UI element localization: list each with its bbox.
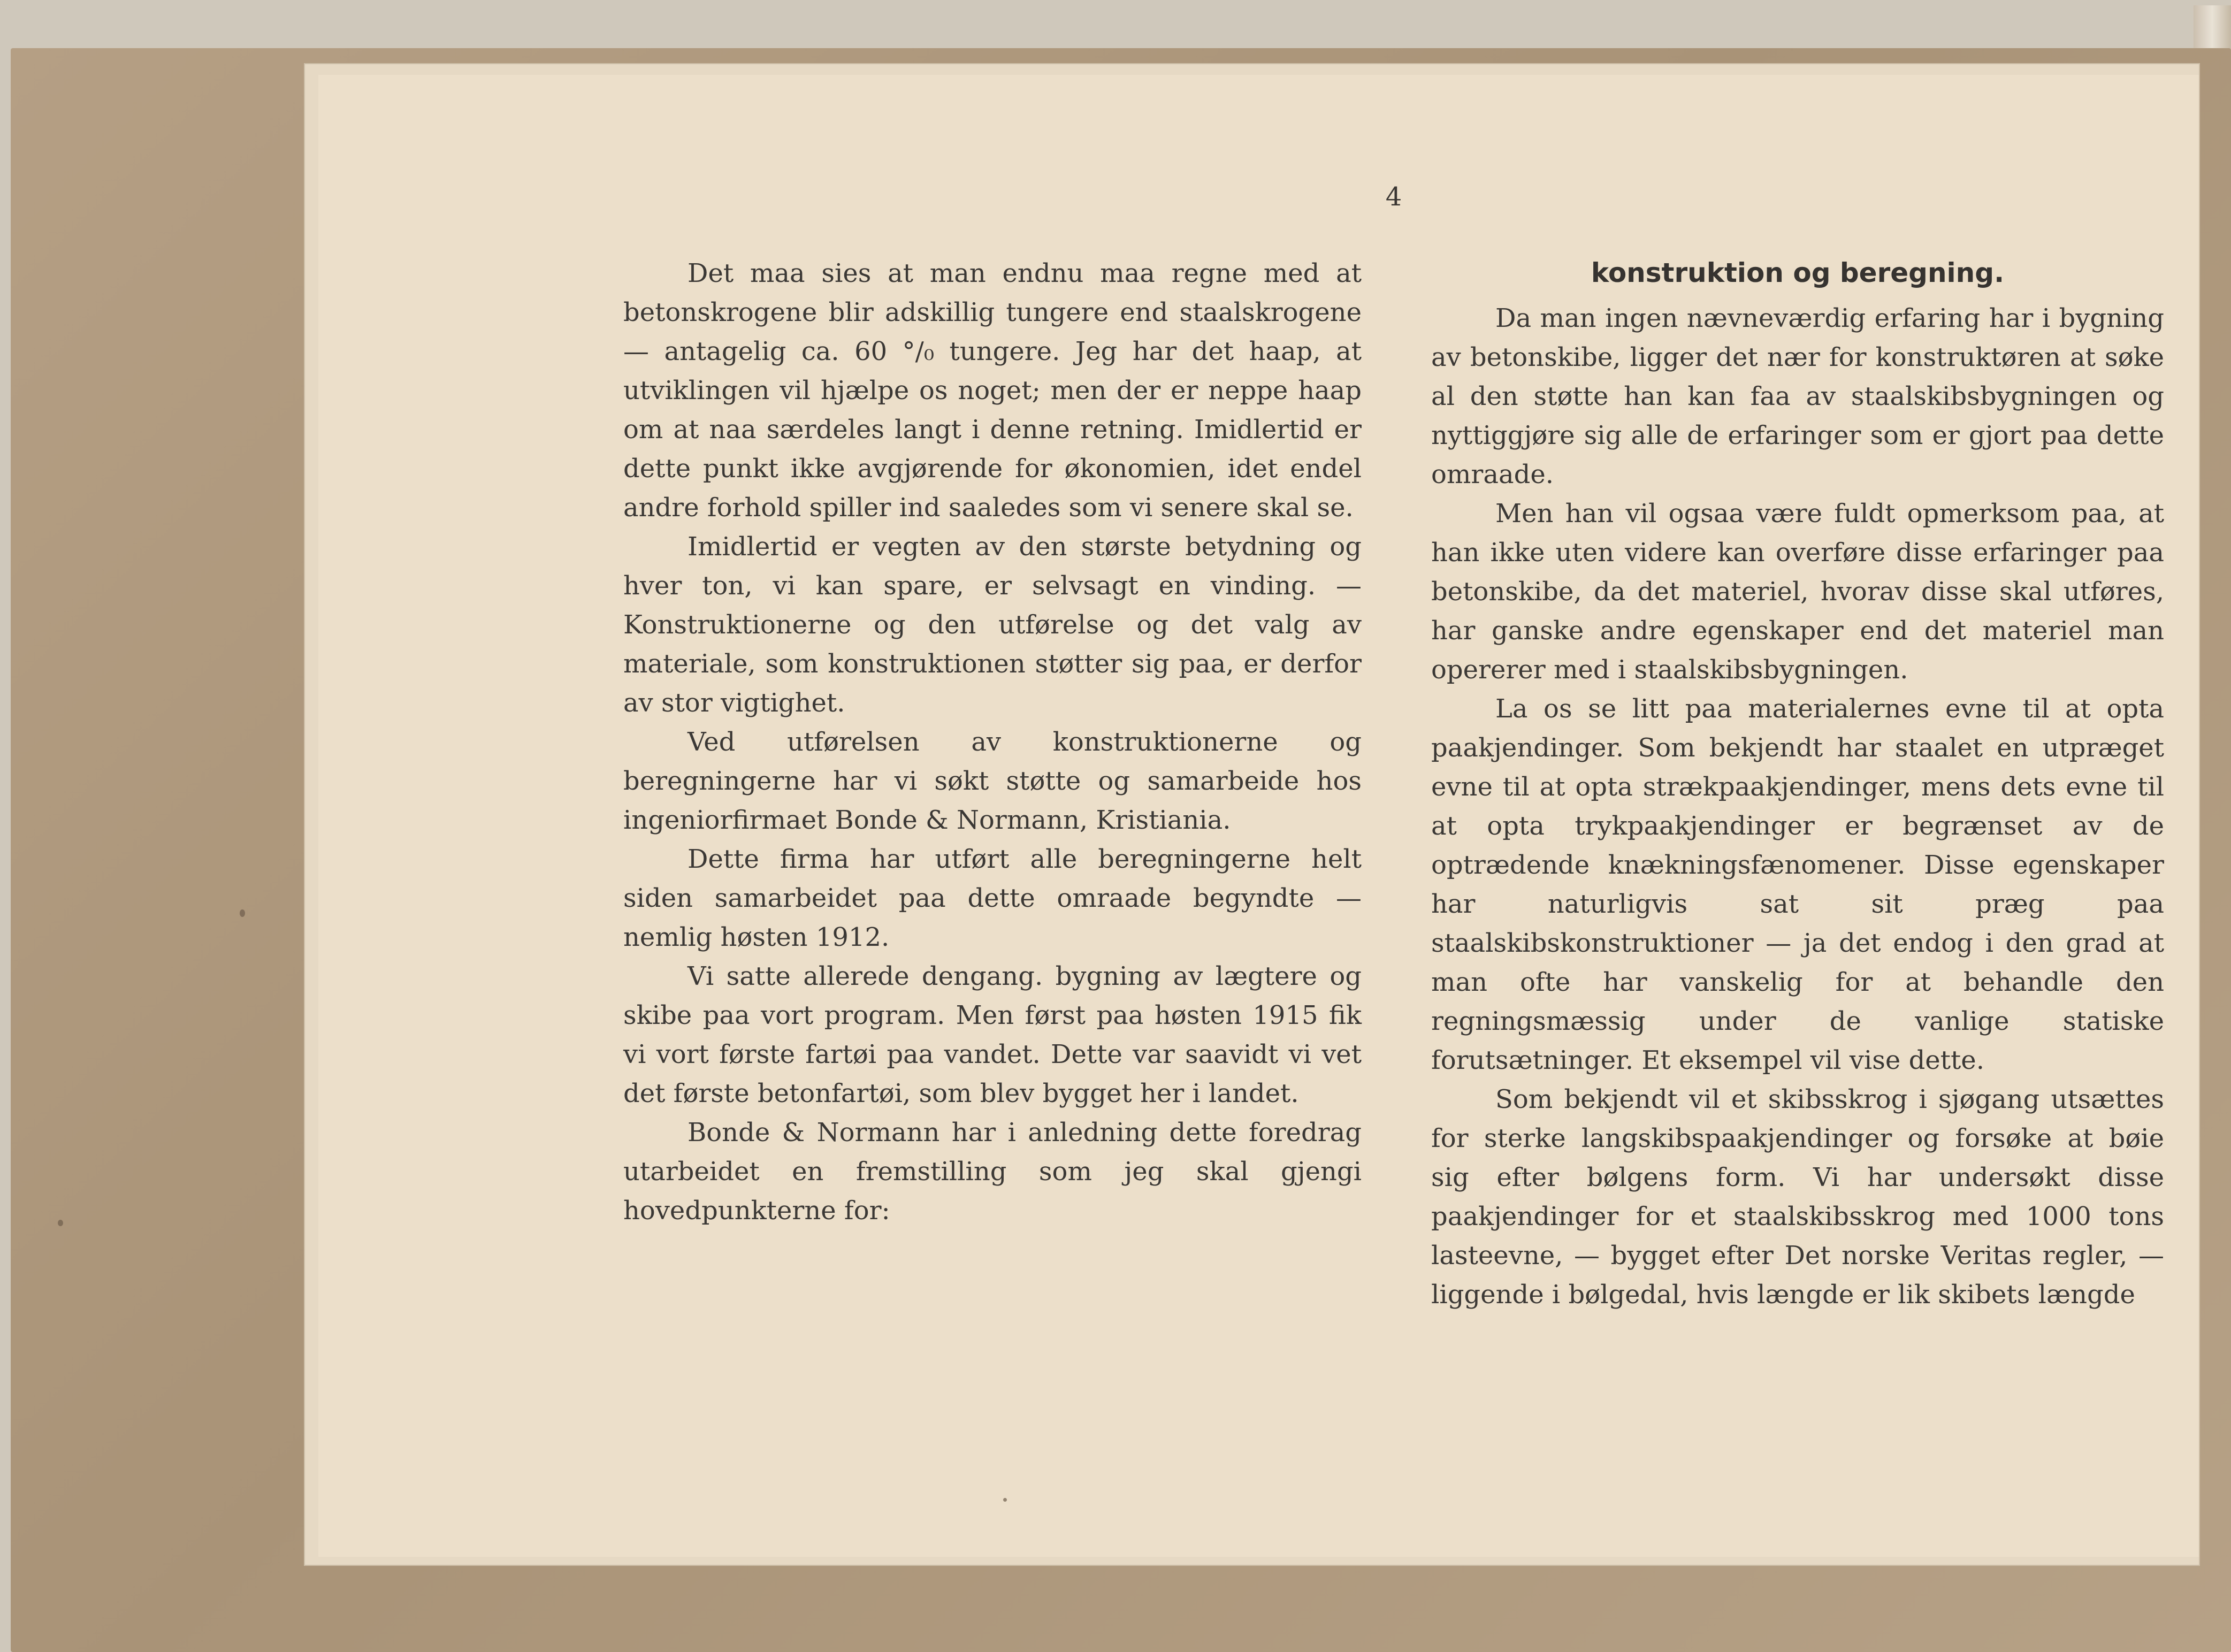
paragraph: Bonde & Normann har i anledning dette foredrag utarbeidet en fremstilling som jeg skal gjengi hovedpunkterne for: xyxy=(623,1118,1362,1226)
paragraph: Vi satte allerede dengang. bygning av lægtere og skibe paa vort program. Men først paa høsten 1915 fik vi vort første fartøi paa vandet. Dette var saavidt vi vet det første betonfartøi, som blev bygget her i landet. xyxy=(623,961,1362,1108)
paragraph: Som bekjendt vil et skibsskrog i sjøgang utsættes for sterke langskibspaakjendinger og forsøke at bøie sig efter bølgens form. Vi har undersøkt disse paakjendinger for et staalskibsskrog med 1000 tons lasteevne, — bygget efter Det norske Veritas regler, — liggende i bølgedal, hvis længde er lik skibets længde xyxy=(1431,1084,2164,1310)
ink-speck xyxy=(240,909,245,917)
paragraph: Dette firma har utført alle beregningerne helt siden samarbeidet paa dette omraade begyndte — nemlig høsten 1912. xyxy=(623,844,1362,952)
right-column xyxy=(1431,254,2164,1314)
ink-speck xyxy=(1003,1498,1007,1502)
page-number: 4 xyxy=(1385,182,1402,212)
paragraph: Men han vil ogsaa være fuldt opmerksom paa, at han ikke uten videre kan overføre disse erfaringer paa betonskibe, da det materiel, hvorav disse skal utføres, har ganske andre egenskaper end det materiel man opererer med i staalskibsbygningen. xyxy=(1431,499,2164,685)
paragraph: Imidlertid er vegten av den største betydning og hver ton, vi kan spare, er selvsagt en vinding. — Konstruktionerne og den utførelse og det valg av materiale, som konstruktionen støtter sig paa, er derfor av stor vigtighet. xyxy=(623,532,1362,718)
ink-speck xyxy=(58,1220,63,1226)
section-heading: konstruktion og beregning. xyxy=(1591,257,2005,288)
paragraph: Da man ingen nævneværdig erfaring har i bygning av betonskibe, ligger det nær for konstruktøren at søke al den støtte han kan faa av staalskibsbygningen og nyttiggjøre sig alle de erfaringer som er gjort paa dette omraade. xyxy=(1431,303,2164,490)
paragraph: Ved utførelsen av konstruktionerne og beregningerne har vi søkt støtte og samarbeide hos ingeniorfirmaet Bonde & Normann, Kristiania. xyxy=(623,727,1362,835)
paragraph: Det maa sies at man endnu maa regne med at betonskrogene blir adskillig tungere end staalskrogene — antagelig ca. 60 °/₀ tungere. Jeg har det haap, at utviklingen vil hjælpe os noget; men der er neppe haap om at naa særdeles langt i denne retning. Imidlertid er dette punkt ikke avgjørende for økonomien, idet endel andre forhold spiller ind saaledes som vi senere skal se. xyxy=(623,258,1362,523)
paragraph: La os se litt paa materialernes evne til at opta paakjendinger. Som bekjendt har staalet en utpræget evne til at opta strækpaakjendinger, mens dets evne til at opta trykpaakjendinger er begrænset av de optrædende knækningsfænomener. Disse egenskaper har naturligvis sat sit præg paa staalskibskonstruktioner — ja det endog i den grad at man ofte har vanskelig for at behandle den regningsmæssig under de vanlige statiske forutsætninger. Et eksempel vil vise dette. xyxy=(1431,694,2164,1075)
left-column xyxy=(623,254,1362,1230)
